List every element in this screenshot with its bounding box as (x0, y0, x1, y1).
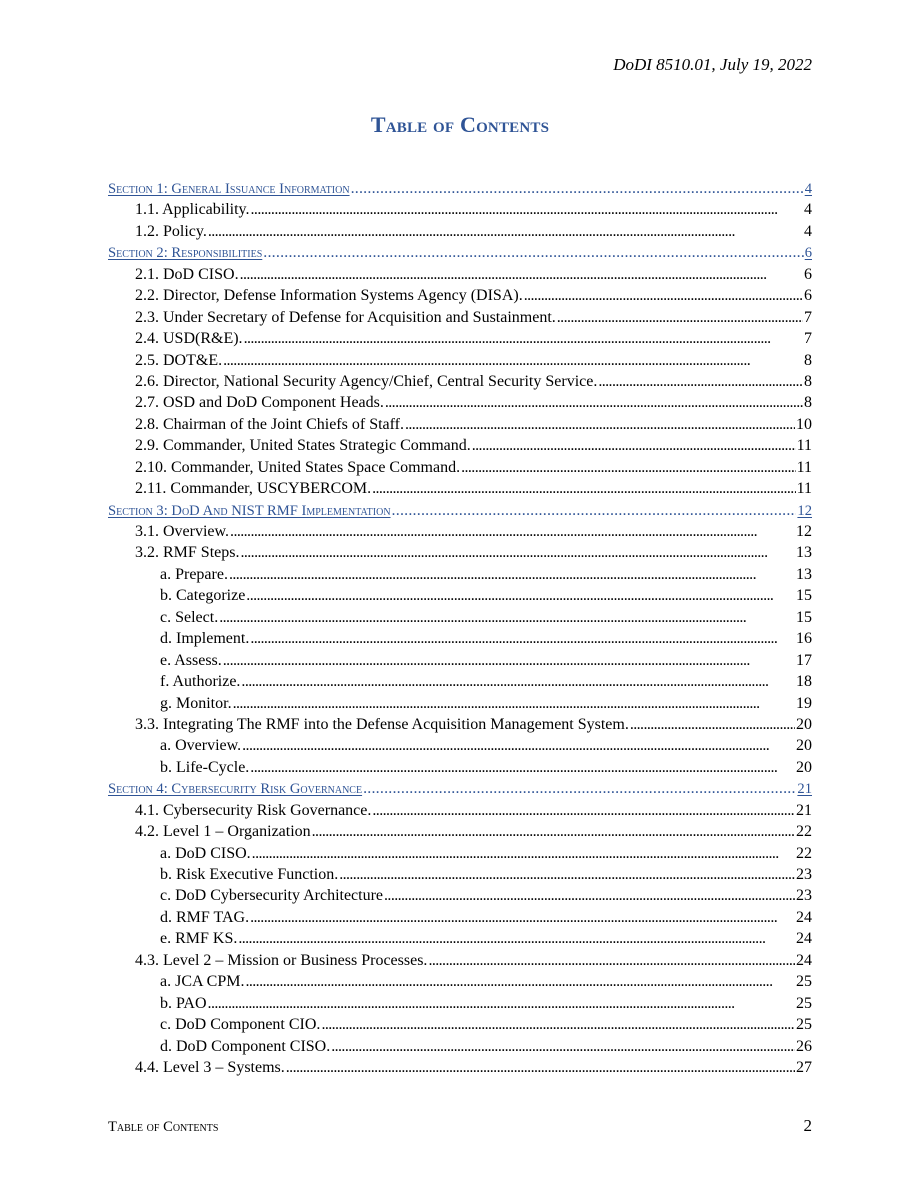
toc-entry-page: 19 (796, 694, 812, 712)
toc-dot-leader (321, 1014, 795, 1035)
toc-dot-leader (250, 757, 795, 778)
toc-entry-label: 4.1. Cybersecurity Risk Governance. (135, 801, 372, 819)
toc-entry-link[interactable] (108, 993, 812, 1014)
toc-dot-leader (241, 671, 795, 692)
toc-entry-page: 24 (796, 930, 812, 948)
toc-section-link[interactable] (108, 778, 812, 799)
toc-entry-label: b. Categorize (160, 587, 246, 605)
toc-entry-label: g. Monitor. (160, 694, 232, 712)
toc-entry-link[interactable] (108, 285, 812, 306)
toc-entry-label: e. Assess. (160, 651, 222, 669)
toc-entry-link[interactable] (108, 414, 812, 435)
toc-entry-label: a. JCA CPM. (160, 973, 245, 991)
toc-dot-leader (240, 264, 803, 285)
toc-entry-label: b. PAO (160, 994, 207, 1012)
toc-entry-label: Section 3: DoD And NIST RMF Implementation (108, 502, 391, 519)
footer-page-number: 2 (803, 1116, 812, 1135)
toc-entry-link[interactable] (108, 350, 812, 371)
toc-entry-link[interactable] (108, 478, 812, 499)
toc-dot-leader (250, 628, 795, 649)
toc-entry-label: 3.1. Overview. (135, 523, 230, 540)
toc-entry-label: Section 4: Cybersecurity Risk Governance (108, 781, 363, 798)
toc-dot-leader (223, 650, 795, 671)
toc-entry-page: 6 (804, 265, 812, 283)
toc-entry-label: 2.6. Director, National Security Agency/Chief, Central Security Service. (135, 372, 598, 390)
toc-entry-page: 26 (796, 1037, 812, 1055)
toc-dot-leader (244, 328, 803, 349)
toc-entry-link[interactable] (108, 821, 812, 842)
toc-entry-label: 3.3. Integrating The RMF into the Defense Acquisition Management System. (135, 715, 629, 733)
toc-entry-page: 8 (804, 372, 812, 390)
toc-entry-link[interactable] (108, 607, 812, 628)
toc-entry-page: 4 (804, 222, 812, 240)
document-reference: DoDI 8510.01, July 19, 2022 (613, 55, 812, 74)
toc-dot-leader (630, 714, 795, 735)
toc-entry-page: 25 (796, 973, 812, 991)
toc-entry-label: b. Life-Cycle. (160, 758, 250, 776)
toc-entry-page: 21 (796, 801, 812, 819)
toc-dot-leader (405, 414, 795, 435)
toc-entry-page: 4 (804, 181, 812, 197)
toc-entry-page: 6 (804, 287, 812, 305)
toc-entry-page: 8 (804, 351, 812, 369)
toc-dot-leader (331, 1036, 795, 1057)
toc-entry-label: Section 1: General Issuance Information (108, 181, 350, 197)
toc-entry-link[interactable] (108, 435, 812, 456)
toc-entry-label: 4.3. Level 2 – Mission or Business Processes. (135, 951, 428, 969)
toc-entry-page: 4 (804, 201, 812, 219)
toc-entry-link[interactable] (108, 714, 812, 735)
toc-entry-label: 1.1. Applicability. (135, 201, 250, 219)
toc-dot-leader (242, 735, 795, 756)
toc-dot-leader (286, 1057, 795, 1078)
toc-entry-page: 7 (804, 308, 812, 326)
toc-entry-label: d. RMF TAG. (160, 908, 250, 926)
toc-dot-leader (557, 307, 803, 328)
toc-dot-leader (339, 864, 795, 885)
toc-dot-leader (524, 285, 803, 306)
toc-entry-label: 2.10. Commander, United States Space Command. (135, 458, 461, 476)
toc-entry-page: 17 (796, 651, 812, 669)
toc-dot-leader (251, 199, 803, 220)
toc-entry-label: 2.5. DOT&E. (135, 351, 223, 369)
toc-entry-page: 10 (796, 415, 812, 433)
toc-entry-label: Section 2: Responsibilities (108, 245, 263, 262)
toc-entry-page: 25 (796, 994, 812, 1012)
toc-entry-page: 23 (796, 866, 812, 883)
toc-dot-leader (252, 843, 795, 864)
toc-entry-link[interactable] (108, 864, 812, 885)
toc-dot-leader (233, 693, 795, 714)
toc-entry-label: 1.2. Policy. (135, 222, 207, 240)
toc-entry-label: f. Authorize. (160, 673, 241, 691)
toc-entry-link[interactable] (108, 650, 812, 671)
toc-entry-link[interactable] (108, 392, 812, 413)
toc-entry-link[interactable] (108, 1057, 812, 1078)
toc-entry-page: 11 (796, 437, 812, 455)
toc-entry-page: 20 (796, 737, 812, 755)
toc-entry-link[interactable] (108, 671, 812, 692)
toc-section-link[interactable] (108, 242, 812, 263)
toc-entry-link[interactable] (108, 950, 812, 971)
toc-entry-label: c. DoD Component CIO. (160, 1016, 321, 1034)
toc-dot-leader (245, 971, 795, 992)
toc-entry-link[interactable] (108, 757, 812, 778)
toc-entry-label: a. Overview. (160, 737, 242, 755)
toc-entry-page: 25 (796, 1016, 812, 1034)
toc-dot-leader (208, 221, 803, 242)
toc-dot-leader (472, 435, 796, 456)
toc-entry-page: 15 (796, 587, 812, 605)
toc-section-link[interactable] (108, 500, 812, 521)
toc-entry-link[interactable] (108, 521, 812, 542)
toc-entry-page: 22 (796, 823, 812, 841)
toc-dot-leader (240, 542, 795, 563)
toc-entry-page: 20 (796, 715, 812, 733)
toc-entry-link[interactable] (108, 885, 812, 906)
toc-entry-page: 23 (796, 887, 812, 905)
toc-entry-label: 2.11. Commander, USCYBERCOM. (135, 480, 372, 498)
toc-dot-leader (229, 564, 795, 585)
toc-entry-link[interactable] (108, 735, 812, 756)
toc-entry-page: 20 (796, 758, 812, 776)
toc-entry-label: 4.4. Level 3 – Systems. (135, 1058, 285, 1076)
toc-dot-leader (223, 350, 803, 371)
toc-entry-link[interactable] (108, 328, 812, 349)
toc-dot-leader (219, 607, 795, 628)
toc-entry-page: 12 (797, 502, 812, 519)
toc-entry-page: 27 (796, 1058, 812, 1076)
toc-dot-leader (392, 500, 797, 521)
toc-entry-link[interactable] (108, 628, 812, 649)
toc-dot-leader (363, 778, 796, 799)
toc-dot-leader (372, 800, 795, 821)
toc-dot-leader (461, 457, 796, 478)
toc-entry-label: 3.2. RMF Steps. (135, 544, 240, 562)
toc-entry-page: 11 (796, 480, 812, 498)
toc-entry-link[interactable] (108, 693, 812, 714)
toc-entry-page: 15 (796, 608, 812, 626)
toc-entry-link[interactable] (108, 307, 812, 328)
toc-entry-link[interactable] (108, 928, 812, 949)
toc-entry-link[interactable] (108, 971, 812, 992)
toc-dot-leader (208, 993, 795, 1014)
toc-entry-page: 11 (796, 458, 812, 476)
toc-dot-leader (385, 392, 803, 413)
toc-entry-page: 22 (796, 844, 812, 862)
toc-section-link[interactable] (108, 178, 812, 199)
toc-entry-label: a. Prepare. (160, 565, 228, 583)
toc-entry-page: 6 (804, 245, 812, 262)
toc-entry-label: 2.3. Under Secretary of Defense for Acquisition and Sustainment. (135, 308, 556, 326)
toc-entry-link[interactable] (108, 264, 812, 285)
toc-entry-link[interactable] (108, 800, 812, 821)
toc-entry-label: 2.9. Commander, United States Strategic Command. (135, 437, 471, 455)
toc-entry-label: a. DoD CISO. (160, 844, 251, 862)
toc-entry-page: 21 (797, 781, 812, 798)
toc-dot-leader (372, 478, 795, 499)
toc-entry-page: 8 (804, 394, 812, 412)
toc-dot-leader (250, 907, 795, 928)
toc-entry-link[interactable] (108, 1014, 812, 1035)
toc-entry-page: 13 (796, 565, 812, 583)
footer-label: Table of Contents (108, 1119, 219, 1135)
toc-entry-label: 2.4. USD(R&E). (135, 330, 243, 348)
toc-dot-leader (428, 950, 795, 971)
toc-entry-page: 24 (796, 951, 812, 969)
toc-dot-leader (384, 885, 795, 906)
toc-entry-link[interactable] (108, 457, 812, 478)
toc-entry-label: 4.2. Level 1 – Organization (135, 823, 311, 841)
toc-entry-label: 2.2. Director, Defense Information Systems Agency (DISA). (135, 287, 523, 305)
toc-entry-link[interactable] (108, 371, 812, 392)
toc-entry-link[interactable] (108, 843, 812, 864)
toc-dot-leader (351, 178, 804, 199)
toc-entry-link[interactable] (108, 221, 812, 242)
toc-entry-page: 18 (796, 673, 812, 691)
toc-entry-link[interactable] (108, 564, 812, 585)
toc-entry-link[interactable] (108, 907, 812, 928)
page-title: Table of Contents (370, 112, 550, 137)
toc-entry-page: 24 (796, 908, 812, 926)
toc-entry-label: b. Risk Executive Function. (160, 866, 339, 883)
toc-entry-label: c. Select. (160, 608, 219, 626)
toc-entry-label: 2.1. DoD CISO. (135, 265, 239, 283)
toc-entry-link[interactable] (108, 542, 812, 563)
toc-dot-leader (238, 928, 795, 949)
toc-dot-leader (246, 585, 795, 606)
toc-entry-link[interactable] (108, 1036, 812, 1057)
toc-entry-label: 2.7. OSD and DoD Component Heads. (135, 394, 384, 412)
toc-entry-label: c. DoD Cybersecurity Architecture (160, 887, 384, 905)
toc-entry-label: 2.8. Chairman of the Joint Chiefs of Staff. (135, 415, 404, 433)
toc-entry-link[interactable] (108, 199, 812, 220)
toc-dot-leader (230, 521, 795, 542)
toc-entry-page: 7 (804, 330, 812, 348)
toc-dot-leader (263, 242, 803, 263)
toc-entry-label: d. DoD Component CISO. (160, 1037, 331, 1055)
toc-entry-page: 12 (796, 523, 812, 540)
toc-entry-link[interactable] (108, 585, 812, 606)
toc-entry-label: e. RMF KS. (160, 930, 238, 948)
toc-dot-leader (312, 821, 795, 842)
toc-entry-label: d. Implement. (160, 630, 250, 648)
table-of-contents (108, 178, 812, 1078)
toc-entry-page: 13 (796, 544, 812, 562)
toc-dot-leader (598, 371, 803, 392)
toc-entry-page: 16 (796, 630, 812, 648)
